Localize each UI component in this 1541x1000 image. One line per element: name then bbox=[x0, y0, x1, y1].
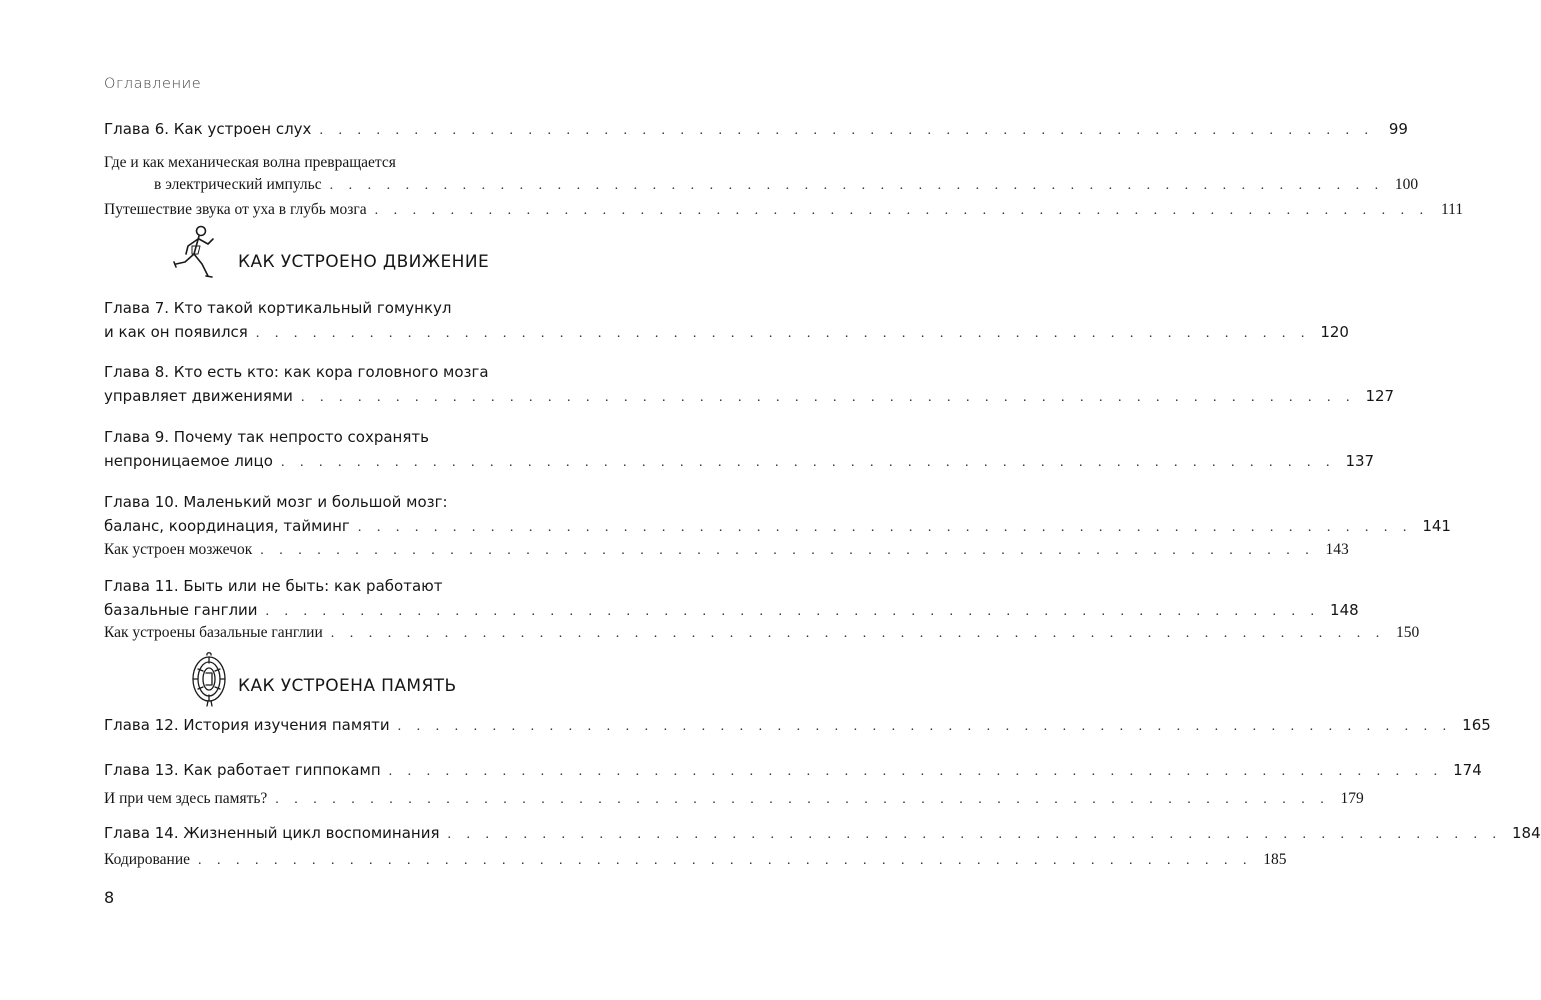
page-number: 184 bbox=[1512, 824, 1541, 842]
page-number: 141 bbox=[1422, 517, 1451, 535]
toc-entry-chapter-6[interactable] bbox=[104, 120, 1408, 139]
entry-title-line-1: Глава 10. Маленький мозг и большой мозг: bbox=[104, 493, 448, 511]
dot-leader: . . . . . . . . . . . . . . . . . . . . . . . . . . . . . . . . . . . . . . . . . . . . . . . . . . . . . . . . bbox=[198, 853, 1253, 868]
dot-leader: . . . . . . . . . . . . . . . . . . . . . . . . . . . . . . . . . . . . . . . . . . . . . . . . . . . . . . . . bbox=[255, 326, 1311, 341]
toc-entry-subsection[interactable] bbox=[104, 152, 1419, 197]
running-head: Оглавление bbox=[104, 76, 202, 92]
entry-title: Кодирование bbox=[104, 851, 191, 868]
page-number: 127 bbox=[1365, 387, 1395, 405]
section-title-movement: КАК УСТРОЕНО ДВИЖЕНИЕ bbox=[238, 252, 490, 272]
entry-title: Глава 14. Жизненный цикл воспоминания bbox=[104, 824, 440, 842]
toc-entry-subsection[interactable] bbox=[104, 201, 1464, 219]
toc-entry-subsection[interactable] bbox=[104, 541, 1349, 559]
entry-title: И при чем здесь память? bbox=[104, 790, 268, 807]
entry-title: Как устроен мозжечок bbox=[104, 541, 253, 558]
dot-leader: . . . . . . . . . . . . . . . . . . . . . . . . . . . . . . . . . . . . . . . . . . . . . . . . . . . . . . . . bbox=[374, 203, 1430, 218]
entry-title-line-2: в электрический импульс bbox=[154, 176, 322, 193]
entry-title: Глава 13. Как работает гиппокамп bbox=[104, 761, 381, 779]
page-number: 99 bbox=[1388, 120, 1408, 138]
dot-leader: . . . . . . . . . . . . . . . . . . . . . . . . . . . . . . . . . . . . . . . . . . . . . . . . . . . . . . . . bbox=[397, 719, 1453, 734]
page-number: 100 bbox=[1394, 176, 1419, 193]
page-number: 150 bbox=[1396, 624, 1420, 641]
brain-maze-icon bbox=[186, 651, 232, 709]
entry-title-line-2: базальные ганглии bbox=[104, 601, 258, 619]
toc-entry-subsection[interactable] bbox=[104, 624, 1420, 642]
page-number: 174 bbox=[1453, 761, 1482, 779]
toc-entry-chapter-8[interactable] bbox=[104, 360, 1395, 410]
page-number: 111 bbox=[1440, 201, 1464, 218]
dot-leader: . . . . . . . . . . . . . . . . . . . . . . . . . . . . . . . . . . . . . . . . . . . . . . . . . . . . . . . . bbox=[447, 827, 1503, 842]
dot-leader: . . . . . . . . . . . . . . . . . . . . . . . . . . . . . . . . . . . . . . . . . . . . . . . . . . . . . . . . bbox=[260, 543, 1315, 558]
dot-leader: . . . . . . . . . . . . . . . . . . . . . . . . . . . . . . . . . . . . . . . . . . . . . . . . . . . . . . . . bbox=[265, 604, 1321, 619]
entry-title-line-1: Глава 7. Кто такой кортикальный гомункул bbox=[104, 299, 452, 317]
entry-title: Путешествие звука от уха в глубь мозга bbox=[104, 201, 367, 218]
page-number: 148 bbox=[1330, 601, 1359, 619]
toc-entry-chapter-14[interactable] bbox=[104, 824, 1541, 843]
entry-title-line-2: баланс, координация, тайминг bbox=[104, 517, 350, 535]
dot-leader: . . . . . . . . . . . . . . . . . . . . . . . . . . . . . . . . . . . . . . . . . . . . . . . . . . . . . . . . bbox=[357, 520, 1413, 535]
entry-title: Глава 6. Как устроен слух bbox=[104, 120, 312, 138]
dot-leader: . . . . . . . . . . . . . . . . . . . . . . . . . . . . . . . . . . . . . . . . . . . . . . . . . . . . . . . . bbox=[388, 764, 1444, 779]
section-title-memory: КАК УСТРОЕНА ПАМЯТЬ bbox=[238, 676, 457, 696]
toc-entry-chapter-10[interactable] bbox=[104, 490, 1451, 540]
entry-title-line-1: Глава 8. Кто есть кто: как кора головного мозга bbox=[104, 363, 489, 381]
toc-entry-chapter-13[interactable] bbox=[104, 761, 1482, 780]
page-number: 120 bbox=[1320, 323, 1349, 341]
dot-leader: . . . . . . . . . . . . . . . . . . . . . . . . . . . . . . . . . . . . . . . . . . . . . . . . . . . . . . . . bbox=[275, 792, 1330, 807]
entry-title-line-1: Где и как механическая волна превращается bbox=[104, 154, 396, 171]
page-number: 143 bbox=[1325, 541, 1349, 558]
page-number: 185 bbox=[1263, 851, 1287, 868]
dot-leader: . . . . . . . . . . . . . . . . . . . . . . . . . . . . . . . . . . . . . . . . . . . . . . . . . . . . . . . . bbox=[330, 626, 1386, 641]
toc-entry-chapter-11[interactable] bbox=[104, 574, 1359, 624]
dot-leader: . . . . . . . . . . . . . . . . . . . . . . . . . . . . . . . . . . . . . . . . . . . . . . . . . . . . . . . . bbox=[300, 390, 1356, 405]
toc-entry-chapter-12[interactable] bbox=[104, 716, 1491, 735]
entry-title-line-1: Глава 9. Почему так непросто сохранять bbox=[104, 428, 429, 446]
page-number: 165 bbox=[1462, 716, 1491, 734]
entry-title-line-2: непроницаемое лицо bbox=[104, 452, 273, 470]
dot-leader: . . . . . . . . . . . . . . . . . . . . . . . . . . . . . . . . . . . . . . . . . . . . . . . . . . . . . . . . bbox=[319, 123, 1374, 138]
toc-entry-subsection[interactable] bbox=[104, 851, 1287, 869]
page-number: 137 bbox=[1345, 452, 1375, 470]
toc-entry-chapter-7[interactable] bbox=[104, 296, 1349, 346]
entry-title: Как устроены базальные ганглии bbox=[104, 624, 323, 641]
toc-entry-subsection[interactable] bbox=[104, 790, 1364, 808]
entry-title-line-2: и как он появился bbox=[104, 323, 248, 341]
entry-title: Глава 12. История изучения памяти bbox=[104, 716, 390, 734]
running-figure-icon bbox=[168, 224, 222, 286]
page-folio: 8 bbox=[104, 888, 115, 907]
toc-entry-chapter-9[interactable] bbox=[104, 425, 1375, 475]
dot-leader: . . . . . . . . . . . . . . . . . . . . . . . . . . . . . . . . . . . . . . . . . . . . . . . . . . . . . . . . bbox=[280, 455, 1336, 470]
entry-title-line-1: Глава 11. Быть или не быть: как работают bbox=[104, 577, 443, 595]
page-number: 179 bbox=[1340, 790, 1364, 807]
entry-title-line-2: управляет движениями bbox=[104, 387, 293, 405]
dot-leader: . . . . . . . . . . . . . . . . . . . . . . . . . . . . . . . . . . . . . . . . . . . . . . . . . . . . . . . . bbox=[329, 178, 1385, 193]
